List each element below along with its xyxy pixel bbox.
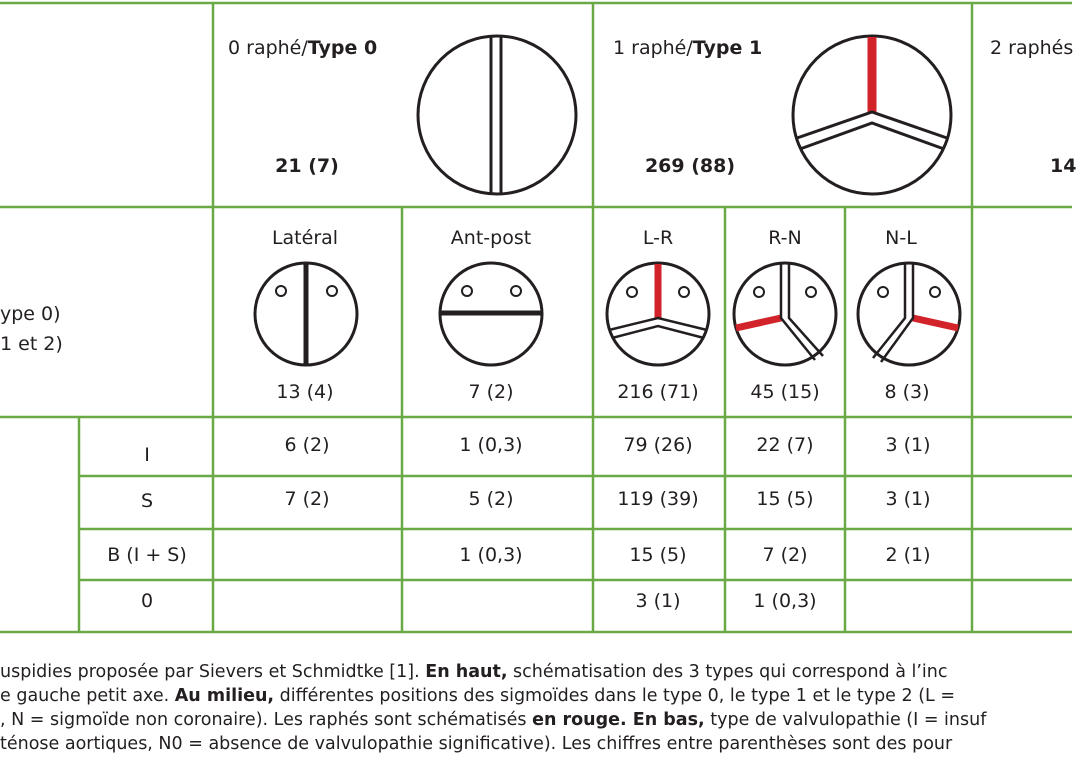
cell: 15 (5): [756, 488, 814, 510]
cell: 2 (1): [885, 544, 931, 566]
row-label-s: S: [140, 490, 154, 512]
position-count-lateral: 13 (4): [276, 381, 334, 403]
cell: 7 (2): [284, 488, 330, 510]
valve-type1-icon: [789, 32, 955, 198]
position-count-nl: 8 (3): [884, 381, 930, 403]
row-label-b: B (I + S): [107, 544, 187, 566]
cell: 1 (0,3): [459, 544, 523, 566]
position-count-antpost: 7 (2): [468, 381, 514, 403]
cell: 79 (26): [623, 434, 693, 456]
cell: 5 (2): [468, 488, 514, 510]
row-label-i: I: [144, 444, 150, 466]
caption-line: ténose aortiques, N0 = absence de valvulopathie significative). Les chiffres entre parenthèses sont des pour: [0, 734, 953, 754]
position-label-antpost: Ant-post: [450, 227, 532, 249]
cell: 1 (0,3): [753, 590, 817, 612]
caption-line: , N = sigmoïde non coronaire). Les raphés sont schématisés en rouge. En bas, type de valvulopathie (I = insuf: [0, 710, 987, 730]
type0-count: 21 (7): [275, 155, 339, 177]
position-count-rn: 45 (15): [750, 381, 820, 403]
valve-lr-icon: [604, 260, 712, 368]
position-label-nl: N-L: [885, 227, 917, 249]
position-label-lr: L-R: [642, 227, 674, 249]
figure-caption: [0, 660, 1072, 756]
cell: 7 (2): [762, 544, 808, 566]
cell: 15 (5): [629, 544, 687, 566]
valve-rn-icon: [731, 260, 839, 368]
cell: 119 (39): [617, 488, 699, 510]
type1-title: 1 raphé/Type 1: [613, 37, 763, 59]
cell: 22 (7): [756, 434, 814, 456]
cell: 3 (1): [885, 434, 931, 456]
valve-type0-icon: [414, 32, 580, 198]
position-label-lateral: Latéral: [271, 227, 339, 249]
type2-count: 14: [1050, 155, 1076, 177]
type0-title: 0 raphé/Type 0: [228, 37, 378, 59]
middle-left-label-line2: 1 et 2): [0, 333, 63, 355]
cell: 3 (1): [885, 488, 931, 510]
valve-antpost-icon: [437, 260, 545, 368]
cell: 3 (1): [635, 590, 681, 612]
position-label-rn: R-N: [768, 227, 802, 249]
valve-lateral-icon: [252, 260, 360, 368]
cell: 1 (0,3): [459, 434, 523, 456]
row-label-0: 0: [140, 590, 154, 612]
type1-count: 269 (88): [644, 155, 736, 177]
cell: 6 (2): [284, 434, 330, 456]
middle-left-label-line1: ype 0): [0, 303, 61, 325]
caption-line: e gauche petit axe. Au milieu, différentes positions des sigmoïdes dans le type 0, le type 1 et le type 2 (L =: [0, 686, 956, 706]
type2-title: 2 raphés: [990, 37, 1074, 59]
caption-line: uspidies proposée par Sievers et Schmidtke [1]. En haut, schématisation des 3 types qui correspond à l’inc: [0, 662, 948, 682]
position-count-lr: 216 (71): [617, 381, 699, 403]
valve-nl-icon: [855, 260, 963, 368]
